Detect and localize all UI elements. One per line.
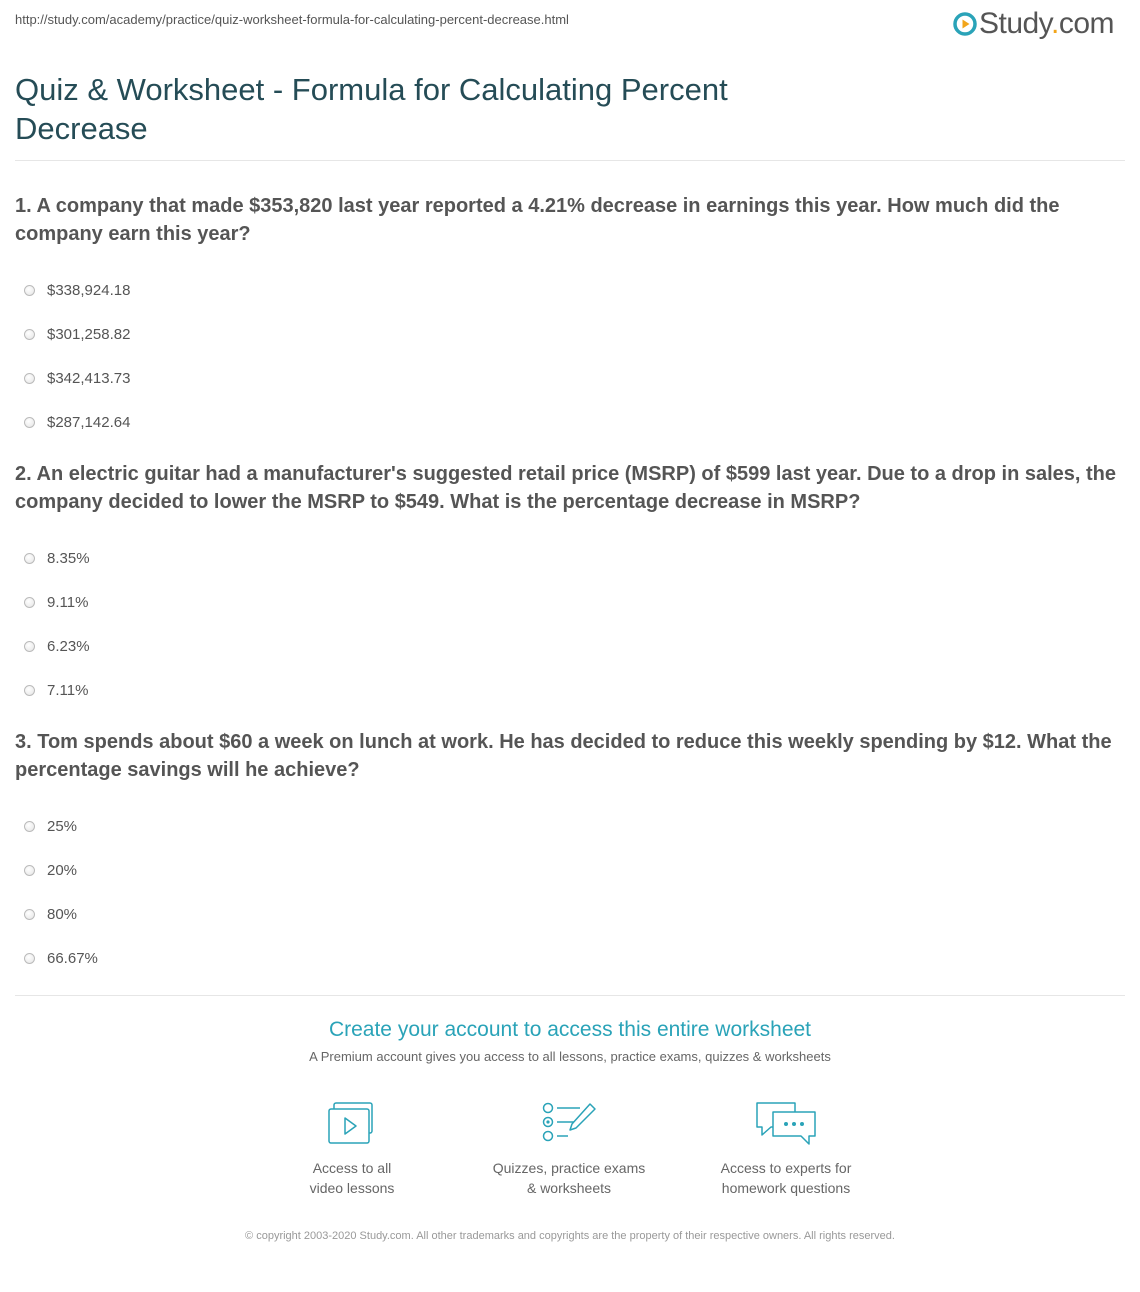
answer-label: 7.11%	[47, 681, 89, 699]
radio-button[interactable]	[24, 953, 35, 964]
answer-label: 66.67%	[47, 949, 98, 967]
question-text: 2. An electric guitar had a manufacturer's suggested retail price (MSRP) of $599 last year. Due to a drop in sales, the company decided to lower the MSRP to $549. What is the percentage decrease in MSRP?	[15, 463, 1117, 513]
answer-label: $287,142.64	[47, 413, 131, 431]
answer-option[interactable]	[15, 892, 1125, 936]
question-2	[15, 460, 1125, 712]
answer-label: 8.35%	[47, 549, 90, 567]
answer-option[interactable]	[15, 668, 1125, 712]
answer-option[interactable]	[15, 580, 1125, 624]
chat-bubbles-icon	[753, 1100, 819, 1146]
study-logo[interactable]	[953, 8, 1114, 40]
question-text: 1. A company that made $353,820 last year reported a 4.21% decrease in earnings this year. How much did the company earn this year?	[15, 195, 1060, 245]
feature-label: Access to all video lessons	[309, 1160, 395, 1196]
radio-button[interactable]	[24, 821, 35, 832]
answer-list	[15, 268, 1125, 444]
answer-label: 80%	[47, 905, 78, 923]
radio-button[interactable]	[24, 417, 35, 428]
answer-label: 20%	[47, 861, 78, 879]
radio-button[interactable]	[24, 865, 35, 876]
radio-button[interactable]	[24, 597, 35, 608]
answer-label: $301,258.82	[47, 325, 131, 343]
create-account-link[interactable]: Create your account to access this entire worksheet	[328, 1018, 812, 1041]
answer-label: $342,413.73	[47, 369, 131, 387]
feature-quizzes	[459, 1100, 679, 1198]
answer-option[interactable]	[15, 268, 1125, 312]
copyright-notice: © copyright 2003-2020 Study.com. All other trademarks and copyrights are the property of their respective owners. All rights reserved.	[245, 1230, 895, 1242]
cta-subtitle: A Premium account gives you access to all lessons, practice exams, quizzes & worksheets	[309, 1049, 831, 1064]
section-divider	[15, 995, 1125, 996]
question-text: 3. Tom spends about $60 a week on lunch at work. He has decided to reduce this weekly spending by $12. What the percentage savings will he achieve?	[15, 731, 1112, 781]
video-lessons-icon	[326, 1100, 378, 1146]
radio-button[interactable]	[24, 685, 35, 696]
question-3	[15, 728, 1125, 980]
answer-list	[15, 804, 1125, 980]
radio-button[interactable]	[24, 553, 35, 564]
page-url: http://study.com/academy/practice/quiz-worksheet-formula-for-calculating-percent-decrease.html	[15, 12, 569, 27]
answer-label: 6.23%	[47, 637, 90, 655]
answer-option[interactable]	[15, 804, 1125, 848]
answer-option[interactable]	[15, 356, 1125, 400]
question-1	[15, 192, 1125, 444]
answer-label: 9.11%	[47, 593, 89, 611]
radio-button[interactable]	[24, 641, 35, 652]
radio-button[interactable]	[24, 373, 35, 384]
radio-button[interactable]	[24, 909, 35, 920]
answer-option[interactable]	[15, 848, 1125, 892]
play-circle-icon	[953, 12, 977, 36]
logo-wordmark: Study.com	[978, 7, 1114, 40]
answer-option[interactable]	[15, 936, 1125, 980]
title-divider	[15, 160, 1125, 161]
answer-option[interactable]	[15, 312, 1125, 356]
quiz-checklist-icon	[540, 1100, 598, 1146]
answer-label: 25%	[47, 817, 78, 835]
answer-option[interactable]	[15, 536, 1125, 580]
page-title: Quiz & Worksheet - Formula for Calculating Percent Decrease	[15, 72, 728, 146]
feature-label: Access to experts for homework questions	[720, 1160, 852, 1196]
radio-button[interactable]	[24, 285, 35, 296]
answer-option[interactable]	[15, 624, 1125, 668]
answer-list	[15, 536, 1125, 712]
feature-experts	[676, 1100, 896, 1198]
radio-button[interactable]	[24, 329, 35, 340]
answer-option[interactable]	[15, 400, 1125, 444]
answer-label: $338,924.18	[47, 281, 131, 299]
feature-video-lessons	[242, 1100, 462, 1198]
feature-label: Quizzes, practice exams & worksheets	[492, 1160, 646, 1196]
